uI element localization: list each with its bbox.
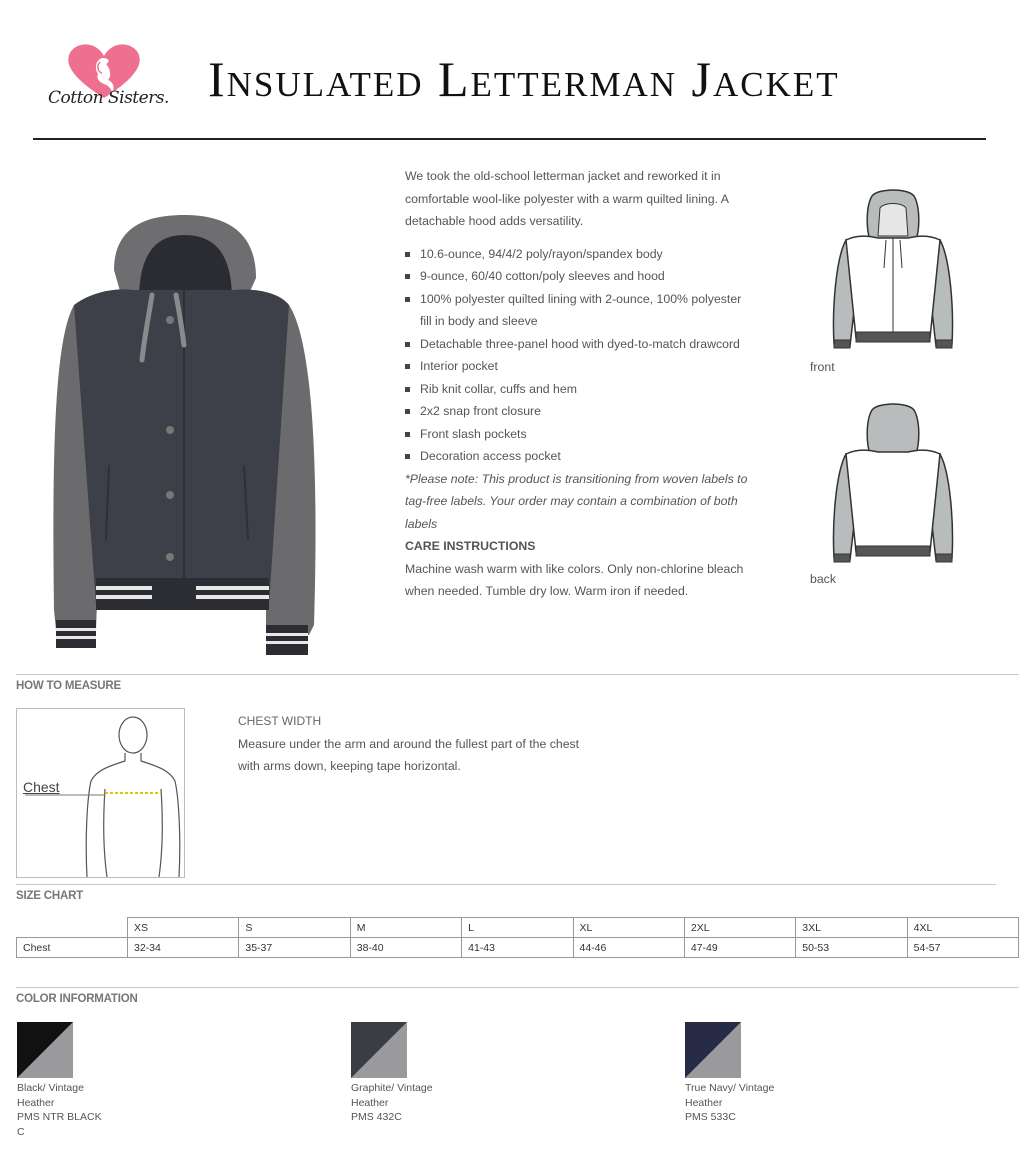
list-item: Detachable three-panel hood with dyed-to-match drawcord <box>405 333 750 356</box>
size-header: XL <box>573 918 684 938</box>
jacket-back-drawing <box>828 402 958 572</box>
page-title: Insulated Letterman Jacket <box>208 51 840 107</box>
size-header: M <box>350 918 461 938</box>
size-header: L <box>462 918 573 938</box>
measure-figure <box>16 708 185 878</box>
chest-value: 41-43 <box>462 938 573 958</box>
color-swatch-true-navy <box>685 1022 741 1078</box>
table-row <box>17 938 1019 958</box>
list-item: Decoration access pocket <box>405 445 750 468</box>
measure-text: Measure under the arm and around the fullest part of the chest with arms down, keeping tape horizontal. <box>238 736 580 773</box>
size-header: XS <box>128 918 239 938</box>
measure-instructions <box>238 710 598 778</box>
back-caption: back <box>810 572 836 586</box>
chest-value: 35-37 <box>239 938 350 958</box>
size-header: S <box>239 918 350 938</box>
size-chart-table <box>16 917 1019 958</box>
row-label: Chest <box>17 938 128 958</box>
color-information-heading: COLOR INFORMATION <box>16 993 138 1005</box>
jacket-product-image <box>44 210 334 665</box>
header-divider <box>33 138 986 140</box>
section-divider <box>16 987 1019 988</box>
product-description <box>405 165 750 603</box>
chest-figure-label: Chest <box>23 779 60 795</box>
color-label-graphite: Graphite/ Vintage Heather PMS 432C <box>351 1082 433 1123</box>
color-swatch-graphite <box>351 1022 407 1078</box>
list-item: Interior pocket <box>405 355 750 378</box>
label-note: *Please note: This product is transitioning from woven labels to tag-free labels. Your order may contain a combination of both labels <box>405 471 748 531</box>
list-item: 9-ounce, 60/40 cotton/poly sleeves and hood <box>405 265 750 288</box>
size-header: 2XL <box>684 918 795 938</box>
size-header: 3XL <box>796 918 907 938</box>
list-item: Rib knit collar, cuffs and hem <box>405 378 750 401</box>
brand-name: Cotton Sisters. <box>48 88 169 108</box>
color-swatch-black <box>17 1022 73 1078</box>
list-item: Front slash pockets <box>405 423 750 446</box>
size-chart-heading: SIZE CHART <box>16 890 84 902</box>
brand-logo-heart-icon <box>44 40 164 120</box>
description-intro: We took the old-school letterman jacket and reworked it in comfortable wool-like polyester with a warm quilted lining. A detachable hood adds versatility. <box>405 169 729 228</box>
chest-value: 50-53 <box>796 938 907 958</box>
how-to-measure-heading: HOW TO MEASURE <box>16 680 121 692</box>
measure-title: CHEST WIDTH <box>238 714 322 728</box>
care-text: Machine wash warm with like colors. Only non-chlorine bleach when needed. Tumble dry low. Warm iron if needed. <box>405 561 744 598</box>
chest-value: 54-57 <box>907 938 1018 958</box>
chest-value: 47-49 <box>684 938 795 958</box>
section-divider <box>16 674 1019 675</box>
chest-value: 32-34 <box>128 938 239 958</box>
color-label-black: Black/ Vintage Heather PMS NTR BLACK C <box>17 1082 102 1138</box>
list-item: 2x2 snap front closure <box>405 400 750 423</box>
list-item: 100% polyester quilted lining with 2-ounce, 100% polyester fill in body and sleeve <box>405 288 750 333</box>
chest-value: 44-46 <box>573 938 684 958</box>
feature-list <box>405 243 750 468</box>
jacket-front-drawing <box>828 188 958 358</box>
color-label-true-navy: True Navy/ Vintage Heather PMS 533C <box>685 1082 775 1123</box>
chest-value: 38-40 <box>350 938 461 958</box>
table-row <box>17 918 1019 938</box>
care-title: CARE INSTRUCTIONS <box>405 539 536 553</box>
section-divider <box>16 884 996 885</box>
size-header: 4XL <box>907 918 1018 938</box>
front-caption: front <box>810 360 835 374</box>
list-item: 10.6-ounce, 94/4/2 poly/rayon/spandex body <box>405 243 750 266</box>
